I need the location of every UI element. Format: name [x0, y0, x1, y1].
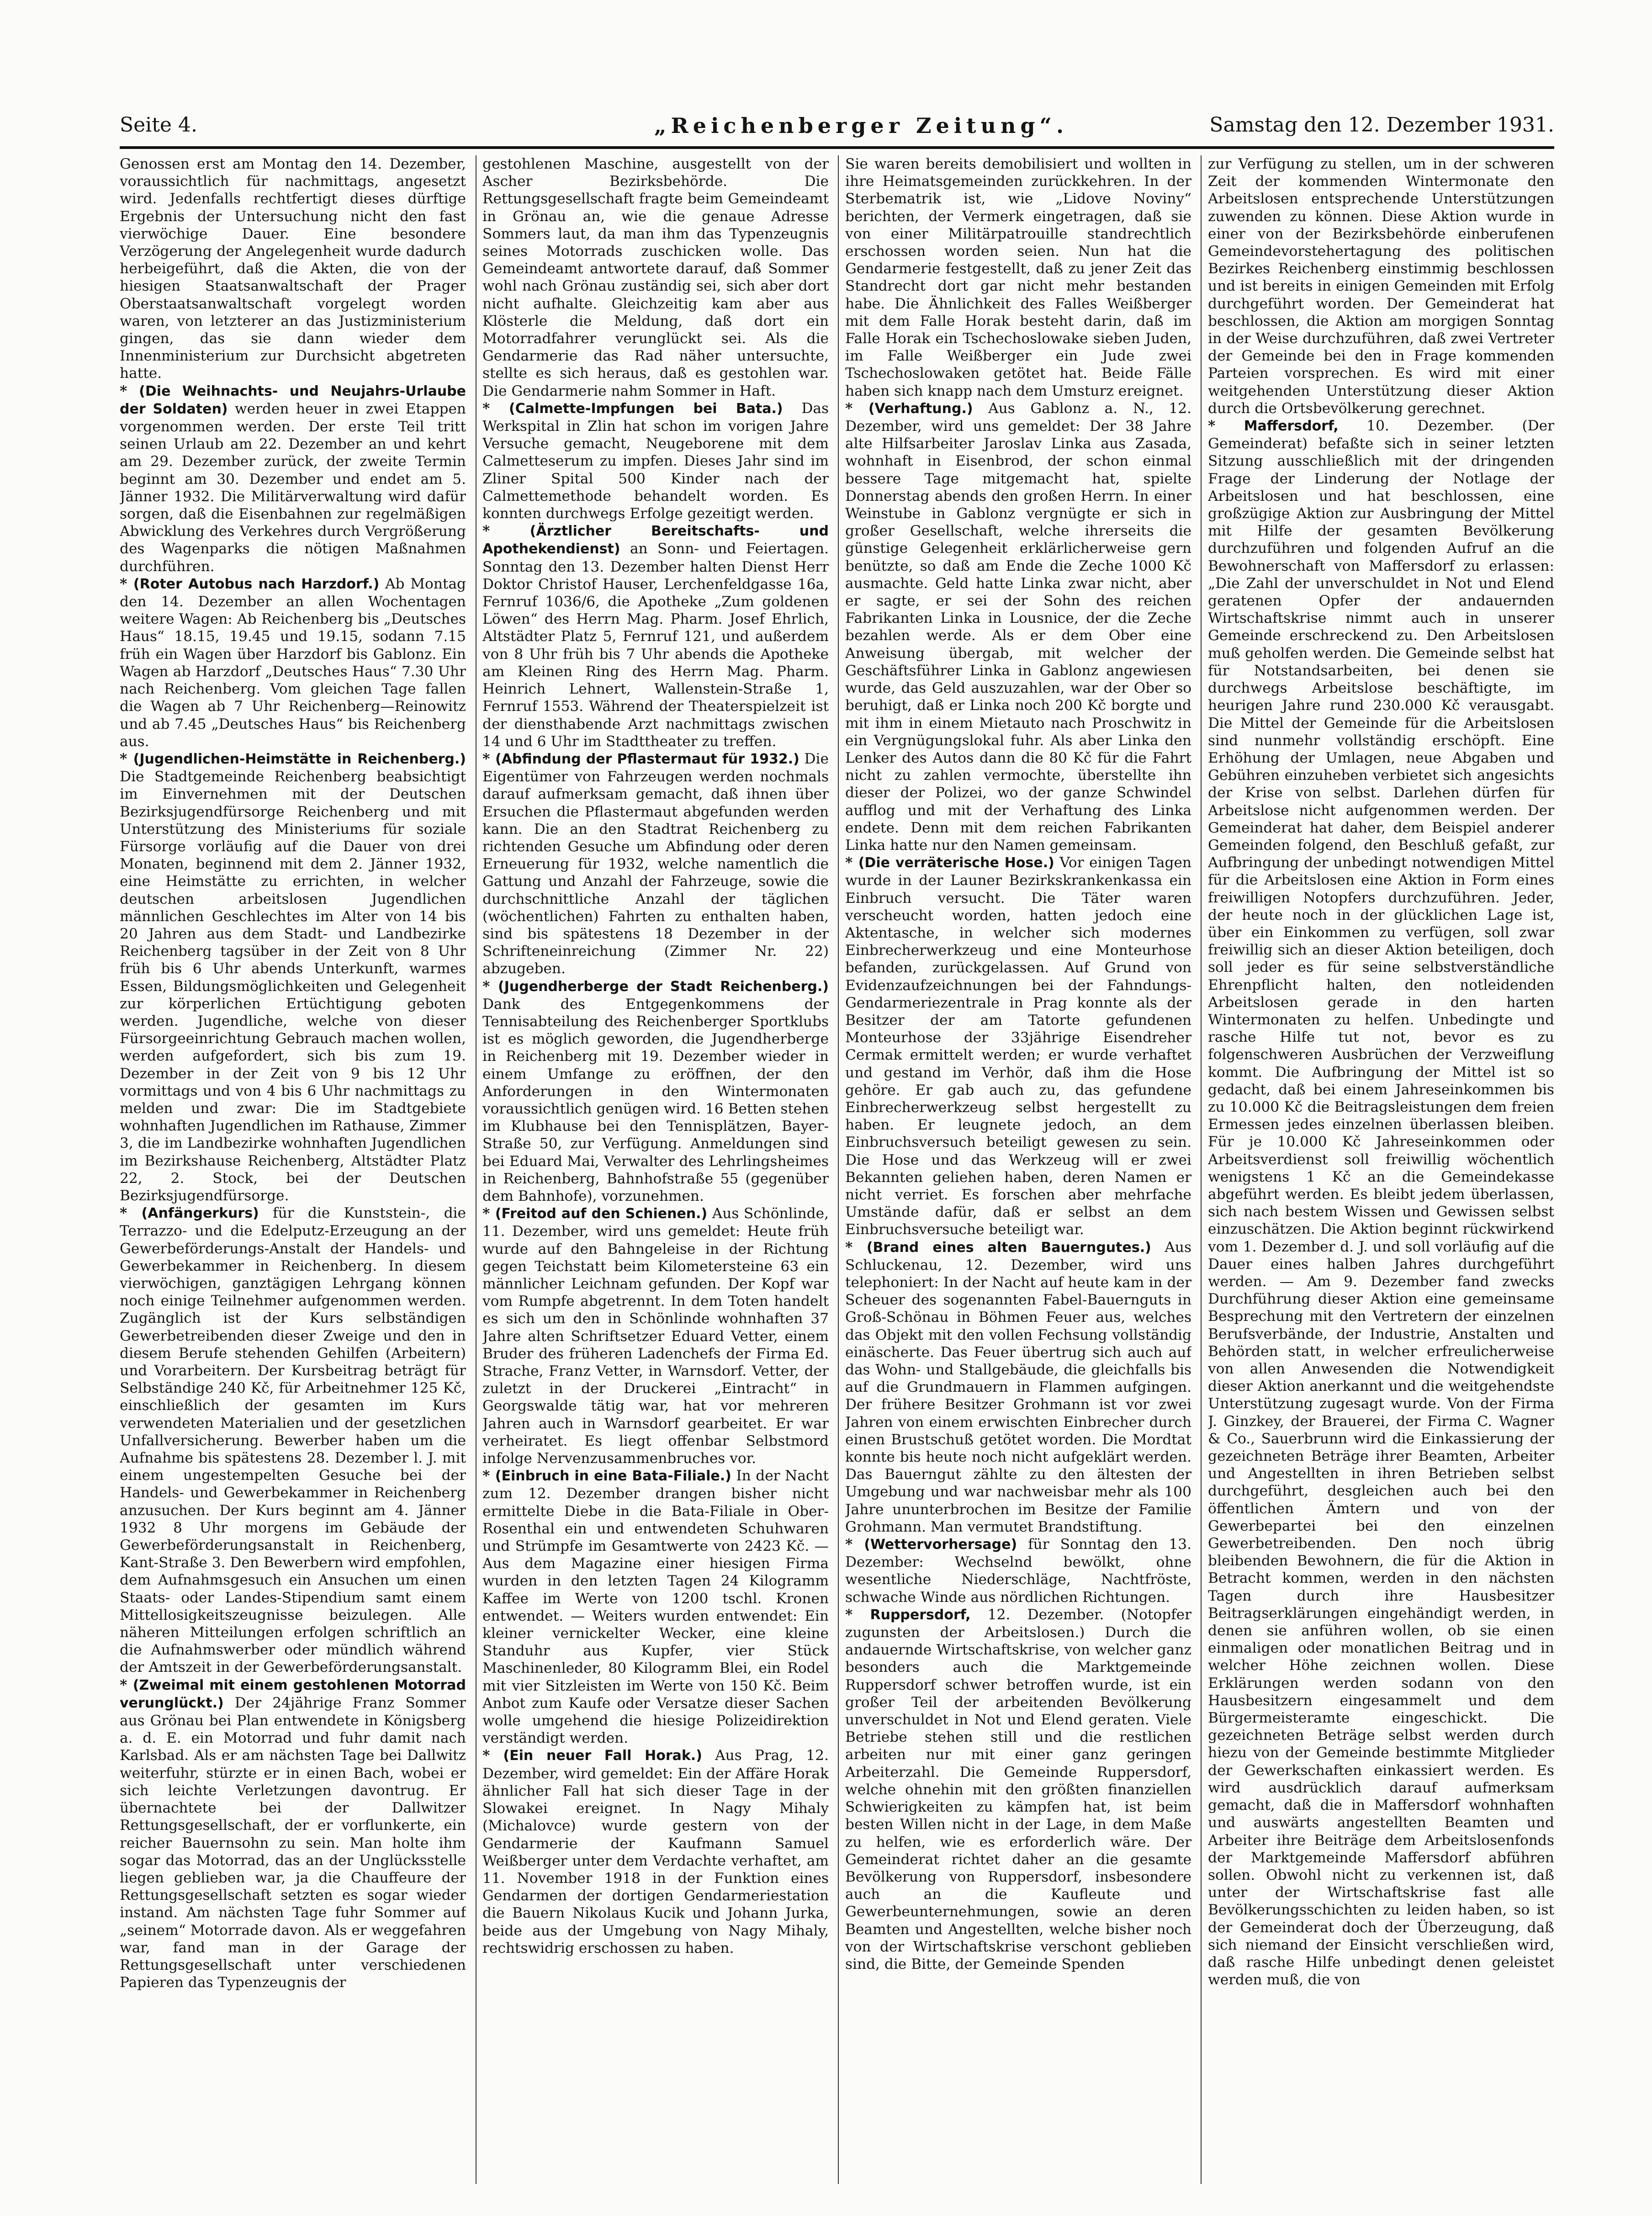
page-header: [120, 104, 1554, 145]
article-heading: (Ärztlicher Bereitschafts- und Apothekendienst): [482, 523, 829, 557]
column-2: [482, 155, 829, 2193]
paragraph-bullet: *: [482, 1747, 503, 1764]
article-paragraph: [120, 575, 466, 750]
article-text: 10. Dezember. (Der Gemeinderat) befaßte sich in seiner letzten Sitzung ausschließlich mit der dringenden Frage der Linderung der Notlage der Arbeitslosen und hat beschlossen, eine großzügige Aktion zur Ausbringung der Mittel mit Hilfe der gesamten Bevölkerung durchzuführen und folgenden Aufruf an die Bewohnerschaft von Maffersdorf zu erlassen: „Die Zahl der unverschuldet in Not und Elend geratenen Opfer der andauernden Wirtschaftskrise nimmt auch in unserer Gemeinde erschreckend zu. Den Arbeitslosen muß geholfen werden. Die Gemeinde selbst hat für Notstandsarbeiten, bei denen sie durchwegs Arbeitslose beschäftigte, im heurigen Jahre rund 230.000 Kč verausgabt. Die Mittel der Gemeinde für die Arbeitslosen sind nunmehr vollständig erschöpft. Eine Erhöhung der Umlagen, neue Abgaben und Gebühren einzuheben verbietet sich angesichts der Krise von selbst. Darlehen dürfen für Arbeitslose nicht aufgenommen werden. Der Gemeinderat hat daher, dem Beispiel anderer Gemeinden folgend, den Beschluß gefaßt, zur Aufbringung der unbedingt notwendigen Mittel für die Arbeitslosen eine Aktion in Form eines freiwilligen Notopfers durchzuführen. Jeder, der heute noch in der glücklichen Lage ist, über ein Einkommen zu verfügen, soll zwar freiwillig sich an dieser Aktion beteiligen, doch soll jeder es für seine selbstverständliche Ehrenpflicht halten, den notleidenden Arbeitslosen gerade in den harten Wintermonaten zu helfen. Unbedingte und rasche Hilfe tut not, bevor es zu folgenschweren Ausbrüchen der Verzweiflung kommt. Die Aufbringung der Mittel ist so gedacht, daß bei einem Jahreseinkommen bis zu 10.000 Kč die Beitragsleistungen dem freien Ermessen jedes einzelnen überlassen bleiben. Für je 10.000 Kč Jahreseinkommen oder Arbeitsverdienst soll freiwillig wöchentlich wenigstens 1 Kč an die Gemeindekasse abgeführt werden. Es bleibt jedem überlassen, sich nach bestem Wissen und Gewissen selbst einzuschätzen. Die Aktion beginnt rückwirkend vom 1. Dezember d. J. und soll vorläufig auf die Dauer eines halben Jahres durchgeführt werden. — Am 9. Dezember fand zwecks Durchführung dieser Aktion eine gemeinsame Besprechung mit den Vertretern der einzelnen Berufsverbände, der Industrie, Anstalten und Behörden statt, in welcher erfreulicherweise von allen Anwesenden die Notwendigkeit dieser Aktion anerkannt und die weitgehendste Unterstützung zugesagt wurde. Von der Firma J. Ginzkey, der Brauerei, der Firma C. Wagner & Co., Sauerbrunn wird die Einkassierung der gezeichneten Beträge ihrer Beamten, Arbeiter und Angestellten in ihren Betrieben selbst durchgeführt, desgleichen auch bei den öffentlichen Ämtern und von der Gewerbepartei bei den einzelnen Gewerbetreibenden. Den noch übrig bleibenden Bewohnern, die für die Aktion in Betracht kommen, werden in den nächsten Tagen durch ihre Hausbesitzer Beitragserklärungen eingehändigt werden, in denen sie anführen wollen, ob sie einen einmaligen oder monatlichen Beitrag und in welcher Höhe zeichnen wollen. Diese Erklärungen werden sodann von den Hausbesitzern eingesammelt und dem Bürgermeisteramte eingeschickt. Die gezeichneten Beträge selbst werden durch hiezu von der Gemeinde bestimmte Mitglieder der Gewerkschaften einkassiert werden. Es wird ausdrücklich darauf aufmerksam gemacht, daß die in Maffersdorf wohnhaften und auswärts angestellten Beamten und Arbeiter ihre Beiträge dem Arbeitslosenfonds der Marktgemeinde Maffersdorf abführen sollen. Obwohl nicht zu verkennen ist, daß unter der Wirtschaftskrise fast alle Bevölkerungsschichten zu leiden haben, so ist der Gemeinderat doch der Überzeugung, daß sich niemand der Einsicht verschließen wird, daß rasche Hilfe unbedingt denen geleistet werden muß, die von: [1208, 418, 1554, 1988]
article-paragraph: [482, 1467, 829, 1747]
column-divider: [1201, 155, 1202, 2184]
issue-date: Samstag den 12. Dezember 1931.: [1209, 113, 1554, 137]
article-paragraph: [482, 750, 829, 978]
article-paragraph: [845, 155, 1191, 400]
article-text: Aus Prag, 12. Dezember, wird gemeldet: Ein der Affäre Horak ähnlicher Fall hat sich dieser Tage in der Slowakei ereignet. In Nagy Mihaly (Michalovce) wurde gestern von der Gendarmerie der Kaufmann Samuel Weißberger unter dem Verdachte verhaftet, am 11. November 1918 in der Funktion eines Gendarmen der dortigen Gendarmeriestation die Bauern Nikolaus Kucik und Johann Jurka, beide aus der Umgebung von Nagy Mihaly, rechtswidrig erschossen zu haben.: [482, 1747, 829, 1956]
paragraph-bullet: *: [120, 750, 133, 767]
paragraph-bullet: *: [1208, 418, 1244, 435]
paragraph-bullet: *: [482, 400, 509, 417]
article-heading: (Ein neuer Fall Horak.): [503, 1748, 702, 1764]
newspaper-title: „Reichenberger Zeitung“.: [654, 113, 1069, 138]
article-heading: (Einbruch in eine Bata-Filiale.): [495, 1468, 731, 1484]
article-text: Die Stadtgemeinde Reichenberg beabsichtigt im Einvernehmen mit der Deutschen Bezirksjugendfürsorge Reichenberg und mit Unterstützung des Ministeriums für soziale Fürsorge vorläufig auf die Dauer von drei Monaten, beginnend mit dem 2. Jänner 1932, eine Heimstätte zu errichten, in welcher deutschen arbeitslosen Jugendlichen männlichen Geschlechtes im Alter von 14 bis 20 Jahren aus dem Stadt- und Landbezirke Reichenberg tagsüber in der Zeit von 8 Uhr früh bis 6 Uhr abends Unterkunft, warmes Essen, Bildungsmöglichkeiten und Gelegenheit zur körperlichen Ertüchtigung geboten werden. Jugendliche, welche von dieser Fürsorgeeinrichtung Gebrauch machen wollen, werden aufgefordert, sich bis zum 19. Dezember in der Zeit von 9 bis 12 Uhr vormittags und von 4 bis 6 Uhr nachmittags zu melden und zwar: Die im Stadtgebiete wohnhaften Jugendlichen im Rathause, Zimmer 3, die im Landbezirke wohnhaften Jugendlichen im Bezirkshause Reichenberg, Altstädter Platz 22, 2. Stock, bei der Deutschen Bezirksjugendfürsorge.: [120, 769, 466, 1204]
paragraph-bullet: *: [482, 1468, 495, 1484]
paragraph-bullet: *: [120, 382, 139, 399]
paragraph-bullet: *: [120, 1205, 142, 1222]
article-heading: (Wettervorhersage): [864, 1537, 1017, 1553]
article-paragraph: [482, 1205, 829, 1467]
article-heading: Maffersdorf,: [1244, 418, 1339, 435]
paragraph-bullet: *: [845, 1239, 867, 1256]
article-text: Aus Schönlinde, 11. Dezember, wird uns gemeldet: Heute früh wurde auf den Bahngeleise in der Richtung gegen Teichstatt beim Kilometersteine 63 ein männlicher Leichnam gefunden. Der Kopf war vom Rumpfe abgetrennt. In dem Toten handelt es sich um den in Schönlinde wohnhaften 37 Jahre alten Schriftsetzer Eduard Vetter, einem Bruder des früheren Ladenchefs der Firma Ed. Strache, Franz Vetter, in Warnsdorf. Vetter, der zuletzt in der Druckerei „Eintracht“ in Georgswalde tätig war, hat vor mehreren Jahren auch in Warnsdorf gearbeitet. Er war verheiratet. Es liegt offenbar Selbstmord infolge Nervenzusammenbruches vor.: [482, 1205, 829, 1467]
article-paragraph: [845, 400, 1191, 854]
article-heading: (Die Weihnachts- und Neujahrs-Urlaube der Soldaten): [120, 383, 466, 417]
article-paragraph: [1208, 417, 1554, 1988]
article-paragraph: [482, 522, 829, 750]
article-text: für Sonntag den 13. Dezember: Wechselnd bewölkt, ohne wesentliche Niederschläge, Nachtfröste, schwache Winde aus nördlichen Richtungen.: [845, 1536, 1191, 1606]
article-paragraph: [845, 1239, 1191, 1536]
article-text: gestohlenen Maschine, ausgestellt von der Ascher Bezirksbehörde. Die Rettungsgesellschaft fragte beim Gemeindeamt in Grönau an, wie die genaue Adresse Sommers laut, da man ihm das Typenzeugnis seines Motorrads zuschicken wolle. Das Gemeindeamt antwortete darauf, daß Sommer wohl nach Grönau zuständig sei, sich aber dort nicht aufhalte. Gleichzeitig kam aber aus Klösterle die Meldung, daß dort ein Motorradfahrer verunglückt sei. Als die Gendarmerie das Rad näher untersuchte, stellte es sich heraus, daß es gestohlen war. Die Gendarmerie nahm Sommer in Haft.: [482, 156, 829, 399]
article-paragraph: [845, 1606, 1191, 1973]
article-text: für die Kunststein-, die Terrazzo- und die Edelputz-Erzeugung an der Gewerbeförderungs-Anstalt der Handels- und Gewerbekammer in Reichenberg. In diesem vierwöchigen, ganztägigen Lehrgang können noch einige Teilnehmer aufgenommen werden. Zugänglich ist der Kurs selbständigen Gewerbetreibenden dieser Zweige und den in diesem Berufe stehenden Gehilfen (Arbeitern) und Vorarbeitern. Der Kursbeitrag beträgt für Selbständige 240 Kč, für Arbeitnehmer 125 Kč, einschließlich der gesamten im Kurs verwendeten Materialien und der gesetzlichen Unfallversicherung. Bewerber haben um die Aufnahme bis spätestens 28. Dezember l. J. mit einem ungestempelten Gesuche bei der Handels- und Gewerbekammer in Reichenberg anzusuchen. Der Kurs beginnt am 4. Jänner 1932 8 Uhr morgens im Gebäude der Gewerbeförderungsanstalt in Reichenberg, Kant-Straße 3. Den Bewerbern wird empfohlen, dem Aufnahmsgesuch ein Ansuchen um einen Staats- oder Landes-Stipendium samt einem Mittellosigkeitszeugnisse beizulegen. Alle näheren Mitteilungen erfolgen schriftlich an die Aufnahmswerber oder mündlich während der Amtszeit in der Gewerbeförderungsanstalt.: [120, 1205, 466, 1676]
column-divider: [838, 155, 839, 2184]
article-heading: (Brand eines alten Bauerngutes.): [866, 1239, 1151, 1256]
article-paragraph: [482, 978, 829, 1205]
article-text: Die Eigentümer von Fahrzeugen werden nochmals darauf aufmerksam gemacht, daß ihnen über Ersuchen die Pflastermaut abgefunden werden kann. Die an den Stadtrat Reichenberg zu richtenden Gesuche um Abfindung oder deren Erneuerung für 1932, welche namentlich die Gattung und Anzahl der Fahrzeuge, sowie die durchschnittliche Anzahl der täglichen (wöchentlichen) Fahrten zu enthalten haben, sind bis spätestens 18 Dezember in der Schrifteneinreichung (Zimmer Nr. 22) abzugeben.: [482, 750, 829, 977]
column-divider: [476, 155, 477, 2184]
article-paragraph: [482, 155, 829, 400]
article-text: werden heuer in zwei Etappen vorgenommen werden. Der erste Teil tritt seinen Urlaub am 22. Dezember an und kehrt am 29. Dezember zurück, der zweite Termin beginnt am 30. Dezember und endet am 5. Jänner 1932. Die Militärverwaltung wird dafür sorgen, daß die Eisenbahnen zur regelmäßigen Abwicklung des Verkehres durch Vergrößerung des Wagenparks die nötigen Maßnahmen durchführen.: [120, 400, 466, 575]
article-columns: [120, 155, 1554, 2193]
article-paragraph: [120, 750, 466, 1204]
paragraph-bullet: *: [120, 1676, 133, 1693]
article-text: Sie waren bereits demobilisiert und wollten in ihre Heimatsgemeinden zurückkehren. In der Sterbematrik ist, wie „Lidove Noviny“ berichten, der Vermerk eingetragen, daß sie von einer Militärpatrouille standrechtlich erschossen worden seien. Nun hat die Gendarmerie festgestellt, daß zu jener Zeit das Standrecht dort gar nicht mehr bestanden habe. Die Ähnlichkeit des Falles Weißberger mit dem Falle Horak besteht darin, daß im Falle Horak ein Tschechoslowake sieben Juden, im Falle Weißberger ein Jude zwei Tschechoslowaken getötet hat. Beide Fälle haben sich knapp nach dem Umsturz ereignet.: [845, 156, 1191, 399]
article-paragraph: [120, 382, 466, 575]
article-text: Genossen erst am Montag den 14. Dezember, voraussichtlich für nachmittags, angesetzt wird. Jedenfalls rechtfertigt dieses dürftige Ergebnis der Untersuchung nicht den fast vierwöchige Dauer. Eine besondere Verzögerung der Angelegenheit wurde dadurch herbeigeführt, daß die Akten, die von der hiesigen Staatsanwaltschaft der Prager Oberstaatsanwaltschaft vorgelegt worden waren, von letzterer an das Justizministerium gingen, das sie dann wieder dem Innenministerium zur Durchsicht abgetreten hatte.: [120, 156, 466, 382]
article-text: Ab Montag den 14. Dezember an allen Wochentagen weitere Wagen: Ab Reichenberg bis „Deutsches Haus“ 18.15, 19.45 und 19.15, sodann 7.15 früh ein Wagen über Harzdorf bis Gablonz. Ein Wagen ab Harzdorf „Deutsches Haus“ 7.30 Uhr nach Reichenberg. Vom gleichen Tage fallen die Wagen ab 7 Uhr Reichenberg—Reinowitz und ab 7.45 „Deutsches Haus“ bis Reichenberg aus.: [120, 575, 466, 750]
paragraph-bullet: *: [482, 523, 530, 540]
column-3: [845, 155, 1191, 2193]
paragraph-bullet: *: [482, 1205, 495, 1222]
article-text: zur Verfügung zu stellen, um in der schweren Zeit der kommenden Wintermonate den Arbeitslosen entsprechende Unterstützungen zuwenden zu können. Diese Aktion wurde in einer von der Bezirksbehörde einberufenen Gemeindevorstehertagung des politischen Bezirkes Reichenberg einstimmig beschlossen und ist bereits in einigen Gemeinden mit Erfolg durchgeführt worden. Der Gemeinderat hat beschlossen, die Aktion am morgigen Sonntag in der Weise durchzuführen, daß zwei Vertreter der Gemeinde bei den in Frage kommenden Parteien vorsprechen. Es wird mit einer weitgehenden Unterstützung dieser Aktion durch die Ortsbevölkerung gerechnet.: [1208, 156, 1554, 417]
article-heading: (Verhaftung.): [868, 400, 973, 417]
article-paragraph: [845, 1536, 1191, 1606]
article-text: Aus Schluckenau, 12. Dezember, wird uns telephoniert: In der Nacht auf heute kam in der Scheuer des sogenannten Fabel-Bauernguts in Groß-Schönau in Böhmen Feuer aus, welches das Objekt mit den vollen Fechsung vollständig einäscherte. Das Feuer übertrug sich auch auf das Wohn- und Stallgebäude, die gleichfalls bis auf die Grundmauern in Flammen aufgingen. Der frühere Besitzer Grohmann ist vor zwei Jahren von einem erwischten Einbrecher durch einen Brustschuß getötet worden. Die Mordtat konnte bis heute noch nicht aufgeklärt werden. Das Bauerngut zählte zu den ältesten der Umgebung und war nachweisbar mehr als 100 Jahre ununterbrochen im Besitze der Familie Grohmann. Man vermutet Brandstiftung.: [845, 1239, 1191, 1535]
article-heading: (Freitod auf den Schienen.): [495, 1206, 708, 1222]
paragraph-bullet: *: [845, 854, 858, 871]
article-heading: (Anfängerkurs): [141, 1205, 259, 1222]
column-4: [1208, 155, 1554, 2193]
paragraph-bullet: *: [845, 1536, 864, 1553]
article-heading: (Die verräterische Hose.): [858, 855, 1054, 871]
paragraph-bullet: *: [845, 1606, 870, 1623]
article-heading: (Calmette-Impfungen bei Bata.): [509, 400, 783, 417]
paragraph-bullet: *: [120, 575, 133, 592]
article-paragraph: [1208, 155, 1554, 417]
article-paragraph: [120, 155, 466, 382]
article-heading: (Roter Autobus nach Harzdorf.): [133, 576, 380, 592]
article-heading: (Jugendherberge der Stadt Reichenberg.): [498, 978, 829, 995]
article-heading: Ruppersdorf,: [870, 1606, 971, 1623]
article-text: 12. Dezember. (Notopfer zugunsten der Arbeitslosen.) Durch die andauernde Wirtschaftskrise, von welcher ganz besonders auch die Marktgemeinde Ruppersdorf schwer betroffen wurde, ist ein großer Teil der arbeitenden Bevölkerung unverschuldet in Not und Elend geraten. Viele Betriebe stehen still und die restlichen arbeiten nur mit einer ganz geringen Arbeiterzahl. Die Gemeinde Ruppersdorf, welche ohnehin mit den größten finanziellen Schwierigkeiten zu kämpfen hat, ist beim besten Willen nicht in der Lage, in dem Maße zu helfen, wie es erforderlich wäre. Der Gemeinderat richtet daher an die gesamte Bevölkerung von Ruppersdorf, insbesondere auch an die Kaufleute und Gewerbeunternehmungen, sowie an deren Beamten und Angestellten, welche bisher noch von der Wirtschaftskrise verschont geblieben sind, die Bitte, der Gemeinde Spenden: [845, 1606, 1191, 1972]
article-paragraph: [120, 1676, 466, 1992]
paragraph-bullet: *: [482, 978, 498, 995]
article-text: In der Nacht zum 12. Dezember drangen bisher nicht ermittelte Diebe in die Bata-Filiale in Ober-Rosenthal ein und entwendeten Schuhwaren und Strümpfe im Gesamtwerte von 2423 Kč. — Aus dem Magazine einer hiesigen Firma wurden in den letzten Tagen 24 Kilogramm Kaffee im Werte von 1200 tschl. Kronen entwendet. — Weiters wurden entwendet: Ein kleiner vernickelter Wecker, eine kleine Standuhr aus Kupfer, vier Stück Maschinenleder, 80 Kilogramm Blei, ein Rodel mit vier Sitzleisten im Werte von 150 Kč. Beim Anbot zum Kaufe oder Versatze dieser Sachen wolle umgehend die hiesige Polizeidirektion verständigt werden.: [482, 1468, 829, 1747]
article-text: Aus Gablonz a. N., 12. Dezember, wird uns gemeldet: Der 38 Jahre alte Hilfsarbeiter Jaroslav Linka aus Zasada, wohnhaft in Eisenbrod, der schon einmal bessere Tage mitgemacht hat, spielte Donnerstag abends den großen Herrn. In einer Weinstube in Gablonz vergnügte er sich in großer Gesellschaft, welche ihrerseits die günstige Gelegenheit erklärlicherweise gern benützte, so daß am Ende die Zeche 1000 Kč ausmachte. Geld hatte Linka zwar nicht, aber er sagte, er sei der Sohn des reichen Fabrikanten Linka in Lousnice, der die Zeche bezahlen werde. Als er dem Ober eine Anweisung übergab, mit welcher der Geschäftsführer Linka in Gablonz angewiesen wurde, das Geld auszuzahlen, war der Ober so beruhigt, daß er Linka noch 200 Kč borgte und mit ihm in einem Mietauto nach Proschwitz in ein Vergnügungslokal fuhr. Als aber Linka den Lenker des Autos dann die 80 Kč für die Fahrt nicht zu zahlen vermochte, überstellte ihn dieser der Polizei, wo der ganze Schwindel aufflog und mit der Verhaftung des Linka endete. Denn mit dem reichen Fabrikanten Linka hatte nur den Namen gemeinsam.: [845, 400, 1191, 854]
article-text: Der 24jährige Franz Sommer aus Grönau bei Plan entwendete in Königsberg a. d. E. ein Motorrad und fuhr damit nach Karlsbad. Als er am nächsten Tage bei Dallwitz weiterfuhr, stürzte er in einen Bach, wobei er sich leichte Verletzungen davontrug. Er übernachtete bei der Dallwitzer Rettungsgesellschaft, der er vorflunkerte, ein reicher Bauernsohn zu sein. Man holte ihm sogar das Motorrad, das an der Unglücksstelle liegen geblieben war, ja die Chauffeure der Rettungsgesellschaft setzten es sogar wieder instand. Am nächsten Tage fuhr Sommer auf „seinem“ Motorrade davon. Als er weggefahren war, fand man in der Garage der Rettungsgesellschaft unter verschiedenen Papieren das Typenzeugnis der: [120, 1694, 466, 1991]
page-number: Seite 4.: [120, 113, 197, 137]
column-1: [120, 155, 466, 2193]
paragraph-bullet: *: [845, 400, 868, 417]
article-paragraph: [482, 1747, 829, 1956]
paragraph-bullet: *: [482, 750, 495, 767]
article-paragraph: [120, 1204, 466, 1676]
header-rule: [120, 146, 1554, 149]
article-text: Vor einigen Tagen wurde in der Launer Bezirkskrankenkassa ein Einbruch versucht. Die Täter waren verscheucht worden, hatten jedoch eine Aktentasche, in welcher sich modernes Einbrecherwerkzeug und eine Monteurhose befanden, zurückgelassen. Auf Grund von Evidenzaufzeichnungen bei der Fahndungs-Gendarmeriezentrale in Prag konnte als der Besitzer der am Tatorte gefundenen Monteurhose der 33jährige Eisendreher Cermak ermittelt werden; er wurde verhaftet und gestand im Verhör, daß ihm die Hose gehöre. Er gab auch zu, das gefundene Einbrecherwerkzeug selbst hergestellt zu haben. Er leugnete jedoch, an dem Einbruchsversuch beteiligt gewesen zu sein. Die Hose und das Werkzeug will er zwei Bekannten geliehen haben, deren Namen er nicht verriet. Es forschen aber mehrfache Umstände dafür, daß er selbst an dem Einbruchsversuche beteiligt war.: [845, 854, 1191, 1238]
article-paragraph: [482, 400, 829, 522]
article-paragraph: [845, 854, 1191, 1238]
article-heading: (Zweimal mit einem gestohlenen Motorrad verunglückt.): [120, 1677, 466, 1711]
article-heading: (Jugendlichen-Heimstätte in Reichenberg.): [133, 751, 466, 767]
article-text: Das Werkspital in Zlin hat schon im vorigen Jahre Versuche gemacht, Neugeborene mit dem Calmetteserum zu impfen. Dieses Jahr sind im Zliner Spital 500 Kinder nach der Calmettemethode behandelt worden. Es konnten durchwegs Erfolge gezeitigt werden.: [482, 400, 829, 522]
article-text: an Sonn- und Feiertagen. Sonntag den 13. Dezember halten Dienst Herr Doktor Christof Hauser, Lerchenfeldgasse 16a, Fernruf 1036/6, die Apotheke „Zum goldenen Löwen“ des Herrn Mag. Pharm. Josef Ehrlich, Altstädter Platz 5, Fernruf 121, und außerdem von 8 Uhr früh bis 7 Uhr abends die Apotheke am Kleinen Ring des Herrn Mag. Pharm. Heinrich Lehnert, Wallenstein-Straße 1, Fernruf 1553. Während der Theaterspielzeit ist der diensthabende Arzt nachmittags zwischen 14 und 6 Uhr im Stadttheater zu treffen.: [482, 541, 829, 750]
article-heading: (Abfindung der Pflastermaut für 1932.): [495, 751, 800, 767]
article-text: Dank des Entgegenkommens der Tennisabteilung des Reichenberger Sportklubs ist es möglich geworden, die Jugendherberge in Reichenberg mit 19. Dezember wieder in einem Umfange zu eröffnen, der den Anforderungen in den Wintermonaten voraussichtlich genügen wird. 16 Betten stehen im Klubhause bei den Tennisplätzen, Bayer-Straße 50, zur Verfügung. Anmeldungen sind bei Eduard Mai, Verwalter des Lehrlingsheimes in Reichenberg, Bahnhofstraße 55 (gegenüber dem Bahnhofe), vorzunehmen.: [482, 996, 829, 1204]
